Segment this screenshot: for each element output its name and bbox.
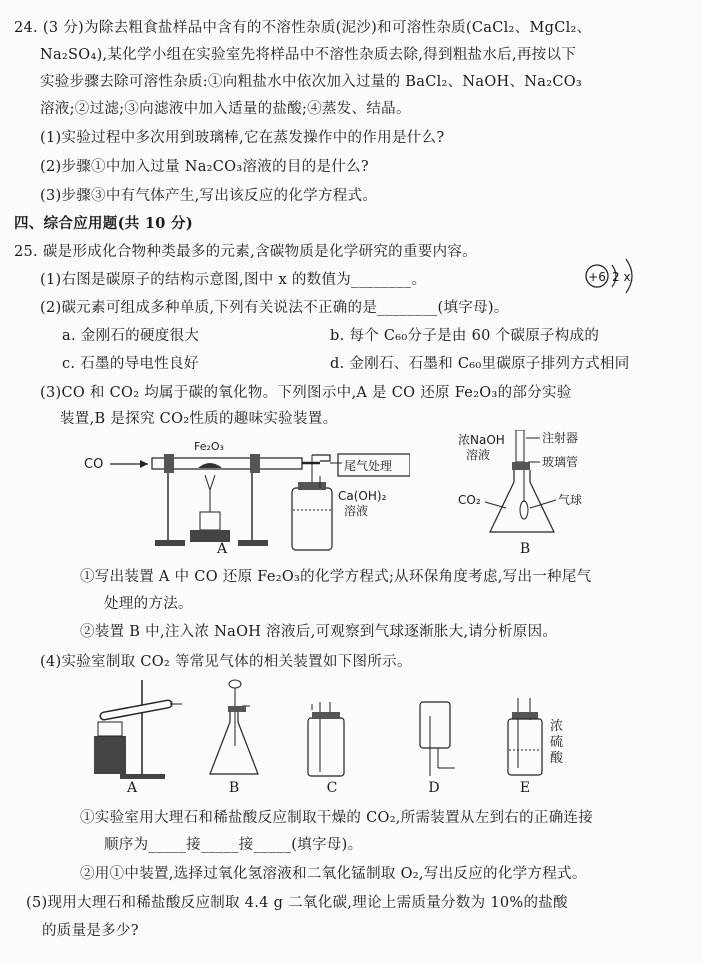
- tail-gas-label: 尾气处理: [344, 459, 393, 473]
- apparatus-label-c: C: [326, 780, 338, 796]
- apparatus-b-diagram: [440, 430, 620, 545]
- q25-part-1: (1)右图是碳原子的结构示意图,图中 x 的数值为________。: [40, 272, 427, 288]
- q25-part-3-q1-line-2: 处理的方法。: [104, 596, 193, 612]
- apparatus-label-b: B: [228, 780, 240, 796]
- q25-part-3-line-1: (3)CO 和 CO₂ 均属于碳的氧化物。下列图示中,A 是 CO 还原 Fe₂O₃的部分实验: [40, 385, 572, 401]
- q25-part-5-line-1: (5)现用大理石和稀盐酸反应制取 4.4 g 二氧化碳,理论上需质量分数为 10%的盐酸: [26, 895, 568, 911]
- acid-char-1: 浓: [550, 719, 564, 734]
- q25-intro: 25. 碳是形成化合物种类最多的元素,含碳物质是化学研究的重要内容。: [14, 244, 477, 260]
- q24-line-4: 溶液;②过滤;③向滤液中加入适量的盐酸;④蒸发、结晶。: [40, 101, 411, 117]
- carbon-atom-diagram: [582, 256, 642, 298]
- atom-shell-electrons: 2 x: [612, 270, 631, 284]
- q24-line-2: Na₂SO₄),某化学小组在实验室先将样品中不溶性杂质去除,得到粗盐水后,再按以下: [40, 47, 577, 63]
- option-a: a. 金刚石的硬度很大: [62, 328, 200, 344]
- option-c: c. 石墨的导电性良好: [62, 356, 199, 372]
- q25-part-3-q2: ②装置 B 中,注入浓 NaOH 溶液后,可观察到气球逐渐胀大,请分析原因。: [80, 624, 558, 640]
- co2-label: CO₂: [458, 493, 481, 507]
- q24-line-1: 24. (3 分)为除去粗食盐样品中含有的不溶性杂质(泥沙)和可溶性杂质(CaCl₂、MgCl₂、: [14, 20, 592, 36]
- apparatus-a-diagram: [80, 430, 410, 560]
- apparatus-label-d: D: [428, 780, 440, 796]
- q25-part-5-line-2: 的质量是多少?: [42, 923, 139, 939]
- balloon-label: 气球: [558, 493, 583, 507]
- section-heading: 四、综合应用题(共 10 分): [14, 215, 193, 232]
- apparatus-label-e: E: [519, 780, 531, 796]
- figure-b-caption: B: [519, 541, 531, 557]
- figure-a-caption: A: [216, 541, 228, 557]
- q24-sub-1: (1)实验过程中多次用到玻璃棒,它在蒸发操作中的作用是什么?: [40, 130, 445, 146]
- q25-part-4-q1-line-2: 顺序为_____接_____接_____(填字母)。: [104, 837, 363, 853]
- apparatus-label-a: A: [126, 780, 138, 796]
- q24-sub-2: (2)步骤①中加入过量 Na₂CO₃溶液的目的是什么?: [40, 159, 369, 175]
- syringe-label: 注射器: [542, 431, 579, 445]
- co-gas-label: CO: [84, 457, 104, 472]
- naoh-solution-label: 溶液: [466, 448, 491, 462]
- q24-line-3: 实验步骤去除可溶性杂质:①向粗盐水中依次加入过量的 BaCl₂、NaOH、Na₂CO₃: [40, 74, 583, 90]
- q24-sub-3: (3)步骤③中有气体产生,写出该反应的化学方程式。: [40, 188, 378, 204]
- limewater-solution-label: 溶液: [344, 504, 369, 518]
- limewater-label: Ca(OH)₂: [338, 489, 387, 503]
- option-d: d. 金刚石、石墨和 C₆₀里碳原子排列方式相同: [330, 356, 630, 372]
- naoh-label: 浓NaOH: [458, 433, 505, 447]
- atom-nucleus-charge: +6: [588, 270, 606, 284]
- option-b: b. 每个 C₆₀分子是由 60 个碳原子构成的: [330, 328, 600, 344]
- q25-part-3-q1-line-1: ①写出装置 A 中 CO 还原 Fe₂O₃的化学方程式;从环保角度考虑,写出一种尾气: [80, 569, 592, 585]
- glass-tube-label: 玻璃管: [542, 455, 579, 469]
- q25-part-3-line-2: 装置,B 是探究 CO₂性质的趣味实验装置。: [60, 411, 338, 427]
- q25-part-4-q2: ②用①中装置,选择过氧化氢溶液和二氧化锰制取 O₂,写出反应的化学方程式。: [80, 866, 587, 882]
- q25-part-4-q1-line-1: ①实验室用大理石和稀盐酸反应制取干燥的 CO₂,所需装置从左到右的正确连接: [80, 810, 594, 826]
- q25-part-2: (2)碳元素可组成多种单质,下列有关说法不正确的是________(填字母)。: [40, 300, 509, 316]
- fe2o3-label: Fe₂O₃: [194, 440, 224, 453]
- acid-char-2: 硫: [550, 735, 564, 750]
- q25-part-4: (4)实验室制取 CO₂ 等常见气体的相关装置如下图所示。: [40, 654, 412, 670]
- gas-apparatus-diagram: [80, 676, 580, 786]
- acid-char-3: 酸: [550, 751, 564, 766]
